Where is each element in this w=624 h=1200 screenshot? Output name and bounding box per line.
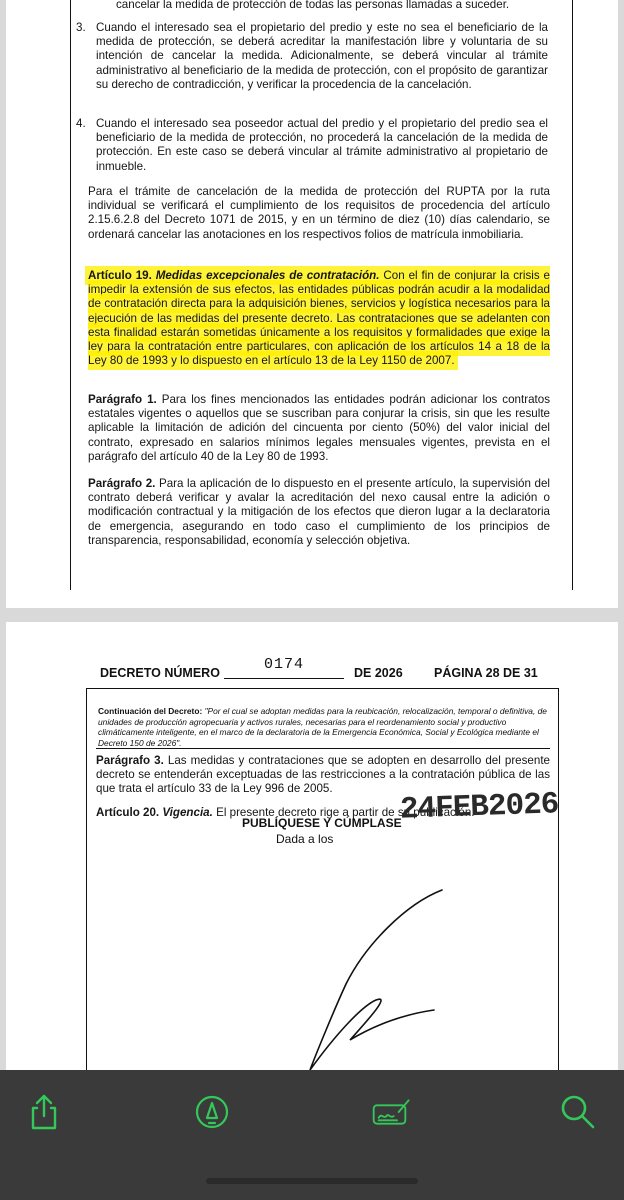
paragrafo-2-label: Parágrafo 2.: [88, 477, 156, 490]
continuation-rule: [96, 748, 550, 749]
paragrafo-1-text: Para los fines mencionados las entidades podrán adicionar los contratos estatales vigentes o aquellos que se suscriban para conjurar la crisis, sin que les resulte aplicable la limitación de adición del cincuenta por ciento (50%) del valor inicial del contrato, expresado en salarios mínimos legales mensuales vigentes, prevista en el parágrafo del artículo 40 de la Ley 80 de 1993.: [88, 393, 550, 463]
date-stamp: 24FEB2026: [399, 787, 559, 828]
list-item-number: 4.: [76, 117, 86, 130]
share-icon[interactable]: [24, 1092, 64, 1132]
number-underline: [224, 678, 344, 679]
page-number: PÁGINA 28 DE 31: [434, 666, 538, 680]
cut-off-line: cancelar la medida de protección de todas las personas llamadas a suceder.: [116, 0, 510, 11]
article-19-title: Medidas excepcionales de contratación.: [155, 269, 380, 282]
decreto-number: 0174: [264, 656, 305, 673]
paragrafo-1: [88, 393, 550, 464]
dada-label: Dada a los: [276, 832, 334, 846]
article-20-title: Vigencia.: [162, 806, 213, 819]
page-border-right: [572, 0, 573, 590]
home-indicator[interactable]: [206, 1178, 418, 1184]
list-item-4: [76, 117, 548, 174]
document-page-27: [6, 0, 618, 608]
header-rule: [86, 688, 558, 689]
paragrafo-2: [88, 477, 550, 548]
list-item-3: [76, 21, 548, 92]
article-20-label: Artículo 20.: [96, 806, 160, 819]
continuation-text: "Por el cual se adoptan medidas para la reubicación, relocalización, temporal o definitiva, de unidades de producción agropecuaria y activos rurales, necesarias para el reordenamiento social y productivo climáticamente inteligente, en el marco de la declaratoria de la Emergencia Económica, Social y Ecológica mediante el Decreto 150 de 2026".: [98, 706, 547, 748]
search-icon[interactable]: [558, 1092, 598, 1132]
paragrafo-1-label: Parágrafo 1.: [88, 393, 157, 406]
publiquese-label: PUBLÍQUESE Y CÚMPLASE: [242, 816, 402, 830]
page-border-left: [70, 0, 71, 590]
signature-image: [306, 884, 446, 1070]
list-item-text: Cuando el interesado sea poseedor actual del predio y el propietario del predio sea el beneficiario de la medida de protección, no procederá la cancelación de la medida de protección. En este caso se deberá vincular al trámite administrativo al propietario de inmueble.: [96, 117, 548, 173]
continuation-note: [98, 706, 552, 748]
page-border-right: [558, 688, 559, 1070]
year-label: DE 2026: [354, 666, 403, 680]
rupta-paragraph: Para el trámite de cancelación de la medida de protección del RUPTA por la ruta individual se verificará el cumplimiento de los requisitos de procedencia del artículo 2.15.6.2.8 del Decreto 1071 de 2015, y en un término de diez (10) días calendario, se ordenará cancelar las anotaciones en los respectivos folios de matrícula inmobiliaria.: [88, 185, 550, 241]
signature-icon[interactable]: [372, 1092, 412, 1132]
article-19-label: Artículo 19.: [88, 269, 152, 282]
highlighted-passage: [88, 269, 550, 367]
paragrafo-3-text: Las medidas y contrataciones que se adopten en desarrollo del presente decreto se entenderán exceptuadas de las restricciones a la contratación pública de las que trata el artículo 33 de la Ley 996 de 2005.: [96, 754, 550, 796]
document-page-28: [6, 622, 618, 1070]
page-border-left: [86, 688, 87, 1070]
paragrafo-2-text: Para la aplicación de lo dispuesto en el presente artículo, la supervisión del contrato deberá verificar y avalar la acreditación del nexo causal entre la adición o modificación contractual y la mitigación de los efectos que dieron lugar a la declaratoria de emergencia, asegurando en todo caso el cumplimiento de los principios de transparencia, responsabilidad, economía y selección objetiva.: [88, 477, 551, 547]
article-20-text: El presente decreto rige a partir de su publicación.: [216, 806, 475, 819]
decreto-label: DECRETO NÚMERO: [100, 666, 220, 680]
list-item-text: Cuando el interesado sea el propietario del predio y este no sea el beneficiario de la medida de protección, se deberá acreditar la manifestación libre y voluntaria de su intención de cancelar la medida. Adicionalmente, se deberá vincular al trámite administrativo al beneficiario de la medida de protección, con el propósito de garantizar su derecho de contradicción, y verificar la procedencia de la cancelación.: [96, 21, 548, 91]
list-item-number: 3.: [76, 21, 86, 34]
continuation-label: Continuación del Decreto:: [98, 706, 203, 716]
paragrafo-3-label: Parágrafo 3.: [96, 754, 164, 767]
article-19-text: Con el fin de conjurar la crisis e impedir la extensión de sus efectos, las entidades públicas podrán acudir a la modalidad de contratación directa para la adquisición bienes, servicios y logística necesarios para la ejecución de las medidas del presente decreto. Las contrataciones que se adelanten con esta finalidad estarán sometidas únicamente a los requisitos y formalidades que exige la ley para la contratación entre particulares, con aplicación de los artículos 14 a 18 de la Ley 80 de 1993 y lo dispuesto en el artículo 13 de la Ley 1150 de 2007.: [88, 269, 551, 368]
article-19: [88, 269, 550, 368]
markup-icon[interactable]: [192, 1092, 232, 1132]
